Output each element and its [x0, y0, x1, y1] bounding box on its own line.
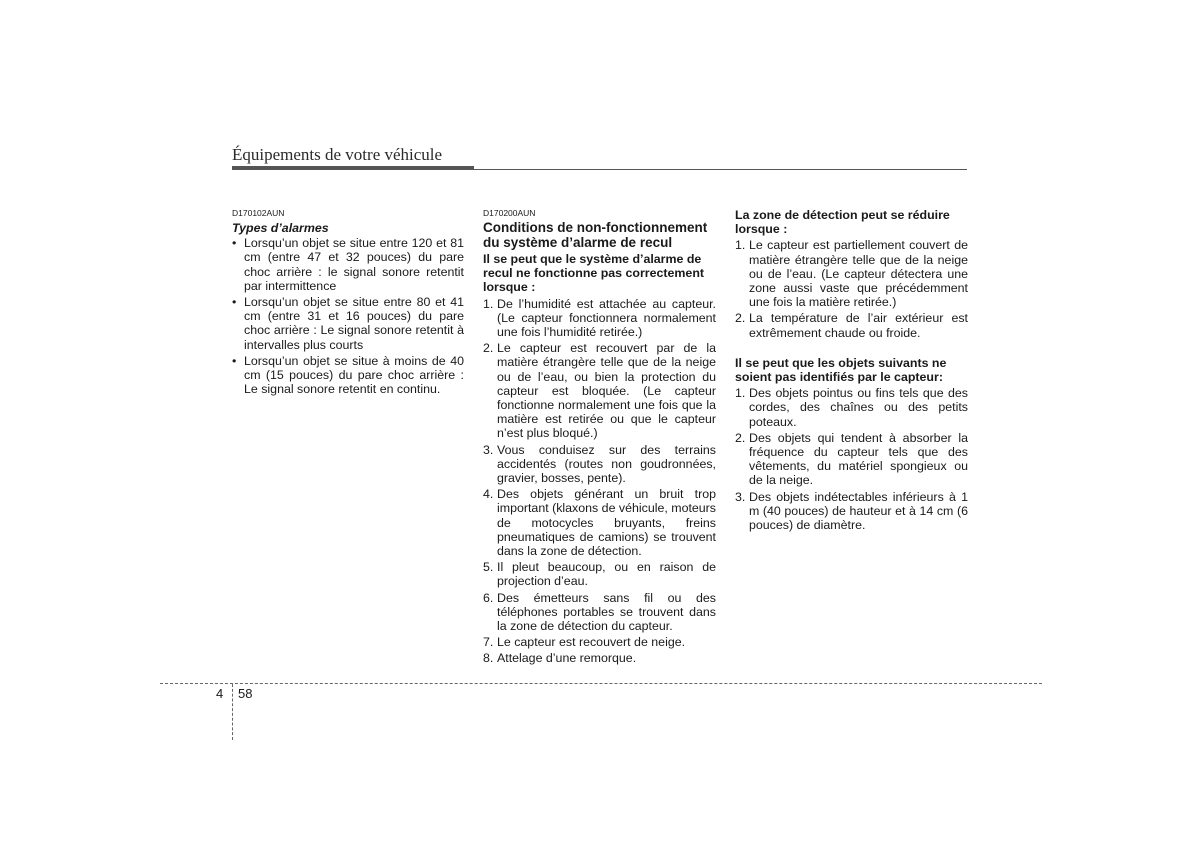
item-text: Le capteur est recouvert de neige.: [497, 635, 686, 650]
chapter-number: 4: [216, 686, 224, 701]
column-alarm-types: [232, 208, 464, 398]
item-number: 4.: [483, 487, 494, 502]
list-item: [483, 341, 716, 440]
item-text: Des objets pointus ou fins tels que des cordes, des chaînes ou des petits poteaux.: [749, 386, 968, 429]
list-item: [483, 443, 716, 486]
header-rule-thin: [474, 169, 967, 170]
section-subheading: Types d’alarmes: [232, 221, 329, 235]
item-text: Le capteur est recouvert par de la matière étrangère telle que de la neige ou de l’eau, ou bien la protection du capteur est bloquée. (Le capteur fonctionne normalement une fois que la matière est retirée ou que le capteur n’est plus bloqué.): [497, 341, 716, 441]
list-item: [483, 591, 716, 634]
list-item: [735, 431, 968, 488]
item-text: Des objets générant un bruit trop important (klaxons de véhicule, moteurs de motocycles bruyants, freins pneumatiques de camions) se trouvent dans la zone de détection.: [497, 487, 717, 559]
list-item: [483, 651, 716, 665]
list-item: [483, 635, 716, 649]
bullet-item: • Lorsqu’un objet se situe entre 120 et 81 cm (entre 47 et 32 pouces) du pare choc arrière : le signal sonore retentit par intermittence: [232, 236, 464, 293]
item-number: 7.: [483, 635, 494, 650]
list-item: [483, 560, 716, 588]
section-code: D170200AUN: [483, 208, 536, 218]
item-text: Le capteur est partiellement couvert de matière étrangère telle que de la neige ou de l’eau. (Le capteur détectera une zone aussi vaste que précédemment une fois la matière retirée.): [749, 238, 968, 310]
item-text: Des émetteurs sans fil ou des téléphones portables se trouvent dans la zone de détection du capteur.: [497, 590, 716, 634]
section-intro: Il se peut que le système d’alarme de recul ne fonctionne pas correctement lorsque :: [483, 252, 705, 295]
bullet-list: [232, 236, 464, 396]
column-non-operating-conditions: [483, 208, 716, 668]
section-title: Conditions de non-fonctionnement du système d’alarme de recul: [483, 220, 708, 250]
list-item: [735, 311, 968, 339]
unidentified-objects-heading: Il se peut que les objets suivants ne soient pas identifiés par le capteur:: [735, 355, 947, 385]
item-number: 1.: [735, 386, 746, 401]
item-number: 3.: [735, 489, 746, 504]
list-item: [483, 487, 716, 558]
item-text: Des objets indétectables inférieurs à 1 m (40 pouces) de hauteur et à 14 cm (6 pouces) de diamètre.: [749, 489, 968, 533]
item-number: 2.: [483, 341, 494, 356]
list-item: [735, 238, 968, 309]
item-number: 2.: [735, 430, 746, 445]
item-number: 3.: [483, 442, 494, 457]
footer-dashed-rule: [160, 683, 1042, 684]
item-text: Vous conduisez sur des terrains accidentés (routes non goudronnées, gravier, bosses, pente).: [497, 442, 716, 486]
numbered-list: [735, 238, 968, 339]
list-item: [735, 490, 968, 533]
list-item: [735, 386, 968, 429]
bullet-item: • Lorsqu’un objet se situe à moins de 40 cm (15 pouces) du pare choc arrière : Le signal sonore retentit en continu.: [232, 354, 464, 397]
item-text: Il pleut beaucoup, ou en raison de projection d’eau.: [497, 560, 716, 589]
detection-zone-heading: La zone de détection peut se réduire lorsque :: [735, 208, 950, 237]
list-item: [483, 297, 716, 340]
item-number: 1.: [483, 296, 494, 311]
section-code: D170102AUN: [232, 208, 285, 218]
item-text: De l’humidité est attachée au capteur. (Le capteur fonctionnera normalement une fois l’humidité retirée.): [497, 296, 716, 340]
item-number: 6.: [483, 590, 494, 605]
item-number: 8.: [483, 651, 494, 666]
page-header-title: Équipements de votre véhicule: [232, 145, 443, 164]
item-number: 5.: [483, 560, 494, 575]
column-detection-limits: [735, 208, 968, 534]
bullet-item: • Lorsqu’un objet se situe entre 80 et 41 cm (entre 31 et 16 pouces) du pare choc arrière : Le signal sonore retentit à intervalles plus courts: [232, 295, 464, 352]
footer-dashed-divider: [232, 684, 233, 740]
item-number: 1.: [735, 238, 746, 253]
numbered-list: [735, 386, 968, 532]
item-text: Attelage d’une remorque.: [497, 651, 637, 666]
header-rule-thick: [232, 166, 474, 170]
page-number: 58: [238, 686, 253, 701]
numbered-list: [483, 297, 716, 666]
item-text: Des objets qui tendent à absorber la fréquence du capteur tels que des vêtements, du matériel spongieux ou de la neige.: [749, 430, 968, 488]
item-number: 2.: [735, 311, 746, 326]
item-text: La température de l’air extérieur est extrêmement chaude ou froide.: [749, 311, 968, 340]
